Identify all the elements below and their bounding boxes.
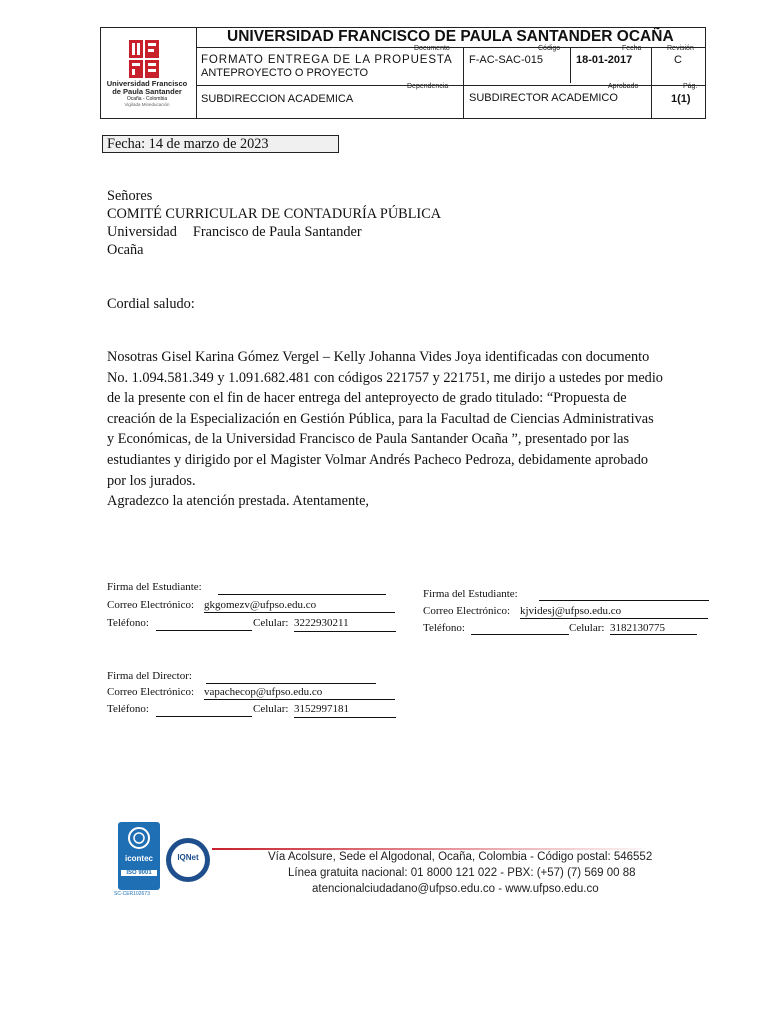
correo-label: Correo Electrónico: — [423, 605, 511, 617]
recipient-line1: Señores — [107, 188, 153, 204]
footer-divider — [212, 848, 642, 850]
code-value: F-AC-SAC-015 — [469, 54, 543, 66]
date-text: Fecha: 14 de marzo de 2023 — [107, 136, 269, 152]
logo-line2: de Paula Santander — [112, 87, 182, 96]
footer-web: atencionalciudadano@ufpso.edu.co - www.ufpso.edu.co — [312, 883, 599, 895]
letter-body — [107, 347, 663, 512]
iqnet-seal — [166, 838, 210, 882]
celular-value: 3182130775 — [610, 622, 665, 634]
university-logo — [103, 40, 191, 110]
approved-value: SUBDIRECTOR ACADEMICO — [469, 92, 618, 104]
footer — [108, 818, 653, 902]
page-label: Pág. — [683, 83, 698, 90]
firma-label: Firma del Estudiante: — [107, 581, 202, 593]
cert-code: SC-CER102673 — [114, 891, 150, 897]
logo-line3: Ocaña - Colombia — [126, 96, 168, 102]
correo-value: gkgomezv@ufpso.edu.co — [204, 599, 317, 611]
celular-label: Celular: — [253, 617, 289, 629]
recipient-block — [107, 187, 441, 259]
correo-label: Correo Electrónico: — [107, 686, 195, 698]
body-line: creación de la Especialización en Gestión Pública, para la Facultad de Ciencias Administrativas — [107, 410, 654, 427]
recipient-line4: Ocaña — [107, 242, 144, 258]
revision-value: C — [674, 54, 682, 66]
body-line: de la presente con el fin de hacer entrega del anteproyecto de grado titulado: “Propuesta de — [107, 390, 627, 407]
firma-label: Firma del Director: — [107, 670, 192, 682]
date-value: 18-01-2017 — [576, 54, 633, 66]
body-line: Agradezco la atención prestada. Atentamente, — [107, 493, 369, 510]
doc-title-line1: FORMATO ENTREGA DE LA PROPUESTA — [201, 54, 453, 66]
celular-label: Celular: — [253, 703, 289, 715]
body-line: estudiantes y dirigido por el Magister Volmar Andrés Pacheco Pedroza, debidamente aprobado — [107, 451, 649, 468]
celular-value: 3152997181 — [294, 703, 349, 715]
body-line: Nosotras Gisel Karina Gómez Vergel – Kelly Johanna Vides Joya identificadas con documento — [107, 349, 650, 365]
correo-value: vapachecop@ufpso.edu.co — [204, 686, 323, 698]
dependency-value: SUBDIRECCION ACADEMICA — [201, 93, 354, 105]
firma-label: Firma del Estudiante: — [423, 588, 518, 600]
ufps-logo-icon — [129, 40, 159, 78]
celular-label: Celular: — [569, 622, 605, 634]
icontec-text: icontec — [124, 854, 153, 863]
body-line: por los jurados. — [107, 472, 196, 489]
body-line: y Económicas, de la Universidad Francisco de Paula Santander Ocaña ”, presentado por las — [107, 431, 630, 448]
celular-value: 3222930211 — [294, 617, 349, 629]
logo-line4: Vigilada Mineducación — [124, 102, 170, 107]
footer-phone: Línea gratuita nacional: 01 8000 121 022 - PBX: (+57) (7) 569 00 88 — [288, 867, 636, 879]
date-label: Fecha — [622, 45, 642, 52]
date-box — [102, 135, 339, 153]
page-value: 1(1) — [671, 93, 691, 105]
telefono-label: Teléfono: — [107, 617, 149, 629]
iqnet-text: IQNet — [177, 853, 199, 862]
iso-text: ISO 9001 — [121, 870, 157, 876]
approved-label: Aprobado — [608, 83, 639, 90]
logo-line1: Universidad Francisco — [106, 79, 188, 88]
icontec-icon — [118, 824, 160, 854]
recipient-line3: Universidad Francisco de Paula Santander — [107, 224, 362, 240]
body-line: No. 1.094.581.349 y 1.091.682.481 con códigos 221757 y 221751, me dirijo a ustedes por medio — [107, 369, 663, 386]
university-title: UNIVERSIDAD FRANCISCO DE PAULA SANTANDER OCAÑA — [227, 28, 674, 45]
telefono-label: Teléfono: — [423, 622, 465, 634]
doc-title-line2: ANTEPROYECTO O PROYECTO — [201, 67, 369, 79]
footer-address: Vía Acolsure, Sede el Algodonal, Ocaña, Colombia - Código postal: 546552 — [268, 851, 653, 863]
correo-label: Correo Electrónico: — [107, 599, 195, 611]
doc-label: Documento — [414, 45, 450, 52]
icontec-badge — [118, 822, 160, 890]
revision-label: Revisión — [667, 45, 694, 52]
code-label: Código — [538, 45, 561, 52]
salutation: Cordial saludo: — [107, 296, 195, 312]
correo-value: kjvidesj@ufpso.edu.co — [520, 605, 622, 617]
telefono-label: Teléfono: — [107, 703, 149, 715]
document-header — [100, 27, 706, 119]
recipient-line2: COMITÉ CURRICULAR DE CONTADURÍA PÚBLICA — [107, 206, 442, 222]
dependency-label: Dependencia — [407, 83, 449, 90]
